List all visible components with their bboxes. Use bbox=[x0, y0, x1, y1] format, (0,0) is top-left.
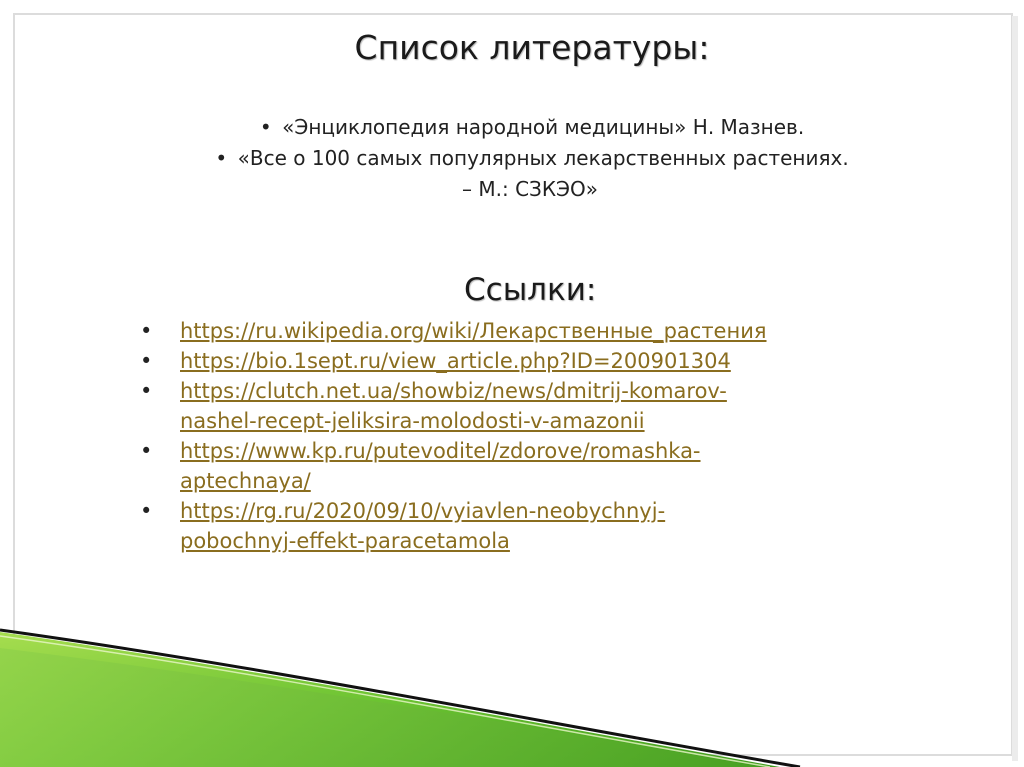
literature-item bbox=[120, 112, 940, 143]
literature-text: – М.: СЗКЭО» bbox=[462, 177, 598, 201]
references-heading: Ссылки: bbox=[464, 272, 597, 308]
literature-item-continuation bbox=[120, 174, 940, 205]
link-item bbox=[140, 376, 900, 436]
reference-link[interactable]: https://ru.wikipedia.org/wiki/Лекарственные_растения bbox=[180, 319, 767, 343]
slide-title: Список литературы: bbox=[354, 28, 710, 67]
bullet-glyph: • bbox=[215, 146, 228, 170]
bullet-glyph: • bbox=[140, 319, 153, 343]
literature-item bbox=[120, 143, 940, 174]
link-item bbox=[140, 496, 900, 556]
literature-text: «Все о 100 самых популярных лекарственных растениях. bbox=[237, 146, 849, 170]
bullet-glyph: • bbox=[259, 115, 272, 139]
reference-link-continuation[interactable]: aptechnaya/ bbox=[180, 469, 311, 493]
link-item bbox=[140, 346, 900, 376]
links-list bbox=[140, 316, 900, 556]
bullet-glyph: • bbox=[140, 379, 153, 403]
bullet-glyph: • bbox=[140, 439, 153, 463]
literature-text: «Энциклопедия народной медицины» Н. Мазнев. bbox=[282, 115, 805, 139]
reference-link-continuation[interactable]: nashel-recept-jeliksira-molodosti-v-amazonii bbox=[180, 409, 645, 433]
bullet-glyph: • bbox=[140, 349, 153, 373]
reference-link[interactable]: https://clutch.net.ua/showbiz/news/dmitrij-komarov- bbox=[180, 379, 727, 403]
reference-link[interactable]: https://www.kp.ru/putevoditel/zdorove/romashka- bbox=[180, 439, 701, 463]
reference-link[interactable]: https://bio.1sept.ru/view_article.php?ID=200901304 bbox=[180, 349, 731, 373]
link-item bbox=[140, 316, 900, 346]
literature-list bbox=[120, 112, 940, 205]
reference-link[interactable]: https://rg.ru/2020/09/10/vyiavlen-neobychnyj- bbox=[180, 499, 666, 523]
link-item bbox=[140, 436, 900, 496]
bullet-glyph: • bbox=[140, 499, 153, 523]
reference-link-continuation[interactable]: pobochnyj-effekt-paracetamola bbox=[180, 529, 510, 553]
